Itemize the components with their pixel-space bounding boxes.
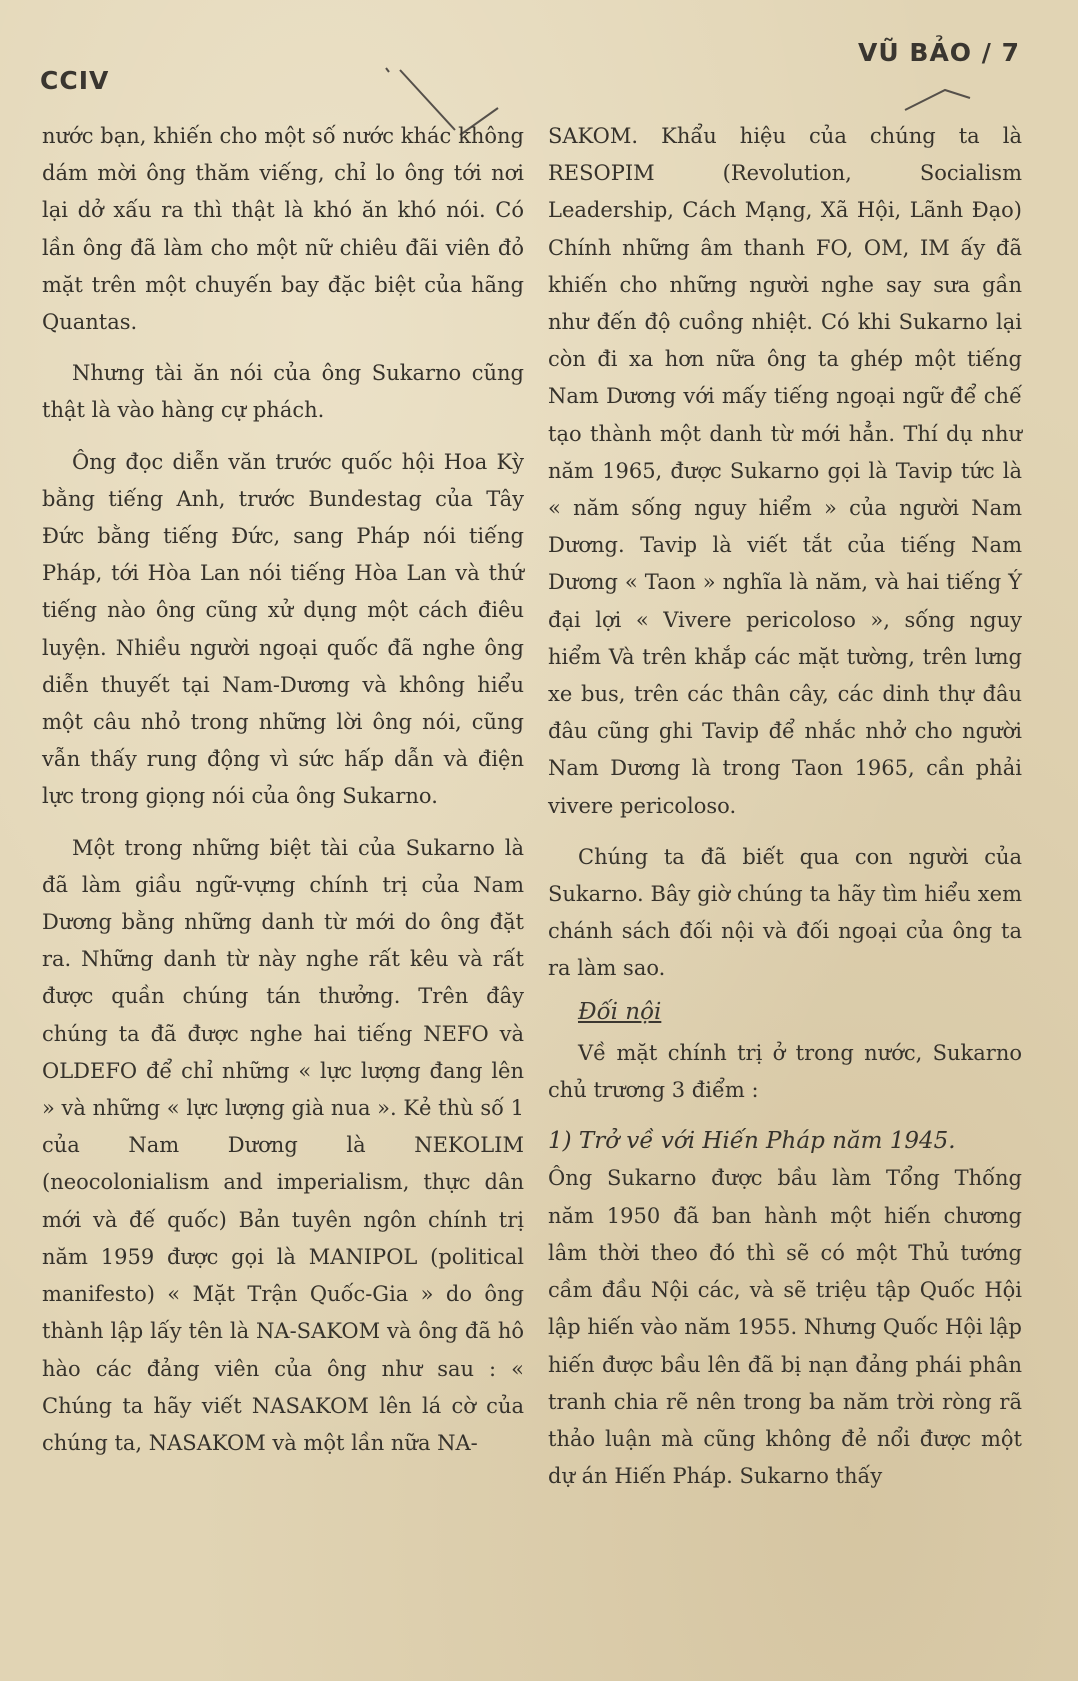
paragraph: Về mặt chính trị ở trong nước, Sukarno chủ trương 3 điểm : — [548, 1040, 1022, 1103]
paragraph: Một trong những biệt tài của Sukarno là đã làm giầu ngữ-vựng chính trị của Nam Dương bằng những danh từ mới do ông đặt ra. Những danh từ này nghe rất kêu và rất được quần chúng tán thưởng. Trên đây chúng ta đã được nghe hai tiếng NEFO và OLDEFO để chỉ những « lực lượng đang lên » và những « lực lượng già nua ». Kẻ thù số 1 của Nam Dương là NEKOLIM (neocolonialism and imperialism, thực dân mới và đế quốc) Bản tuyên ngôn chính trị năm 1959 được gọi là MANIPOL (political manifesto) « Mặt Trận Quốc-Gia » do ông thành lập lấy tên là NA-SAKOM và ông đã hô hào các đảng viên của ông như sau : « Chúng ta hãy viết NASAKOM lên lá cờ của chúng ta, NASAKOM và một lần nữa NA- — [42, 835, 524, 1455]
paragraph: Ông đọc diễn văn trước quốc hội Hoa Kỳ bằng tiếng Anh, trước Bundestag của Tây Đức bằng tiếng Đức, sang Pháp nói tiếng Pháp, tới Hòa Lan nói tiếng Hòa Lan và thứ tiếng nào ông cũng xử dụng một cách điêu luyện. Nhiều người ngoại quốc đã nghe ông diễn thuyết tại Nam-Dương và không hiểu một câu nhỏ trong những lời ông nói, cũng vẫn thấy rung động vì sức hấp dẫn và điện lực trong giọng nói của ông Sukarno. — [42, 449, 524, 809]
running-header: VŨ BẢO / 7 — [858, 38, 1020, 67]
right-column — [548, 118, 1022, 1495]
paragraph: Ông Sukarno được bầu làm Tổng Thống năm 1950 đã ban hành một hiến chương lâm thời theo đó thì sẽ có một Thủ tướng cầm đầu Nội các, và sẽ triệu tập Quốc Hội lập hiến vào năm 1955. Nhưng Quốc Hội lập hiến được bầu lên đã bị nạn đảng phái phân tranh chia rẽ nên trong ba năm trời ròng rã thảo luận mà cũng không đẻ nổi được một dự án Hiến Pháp. Sukarno thấy — [548, 1166, 1022, 1489]
paragraph: Chúng ta đã biết qua con người của Sukarno. Bây giờ chúng ta hãy tìm hiểu xem chánh sách đối nội và đối ngoại của ông ta ra làm sao. — [548, 844, 1022, 981]
paragraph: SAKOM. Khẩu hiệu của chúng ta là RESOPIM (Revolution, Socialism Leadership, Cách Mạng, Xã Hội, Lãnh Đạo) Chính những âm thanh FO, OM, IM ấy đã khiến cho những người nghe say sưa gần như đến độ cuồng nhiệt. Có khi Sukarno lại còn đi xa hơn nữa ông ta ghép một tiếng Nam Dương với mấy tiếng ngoại ngữ để chế tạo thành một danh từ mới hẳn. Thí dụ như năm 1965, được Sukarno gọi là Tavip tức là « năm sống nguy hiểm » của người Nam Dương. Tavip là viết tắt của tiếng Nam Dương « Taon » nghĩa là năm, và hai tiếng Ý đại lợi « Vivere pericoloso », sống nguy hiểm Và trên khắp các mặt tường, trên lưng xe bus, trên các thân cây, các dinh thự đâu đâu cũng ghi Tavip để nhắc nhở cho người Nam Dương là trong Taon 1965, cần phải vivere pericoloso. — [548, 124, 1022, 818]
paragraph: nước bạn, khiến cho một số nước khác không dám mời ông thăm viếng, chỉ lo ông tới nơi lại dở xấu ra thì thật là khó ăn khó nói. Có lần ông đã làm cho một nữ chiêu đãi viên đỏ mặt trên một chuyến bay đặc biệt của hãng Quantas. — [42, 124, 524, 335]
page-number-left: CCIV — [40, 66, 110, 95]
subheading: 1) Trở về với Hiến Pháp năm 1945. — [548, 1128, 956, 1155]
paragraph: Nhưng tài ăn nói của ông Sukarno cũng thật là vào hàng cự phách. — [42, 361, 524, 423]
left-column — [42, 118, 524, 1462]
section-heading: Đối nội — [578, 998, 662, 1025]
